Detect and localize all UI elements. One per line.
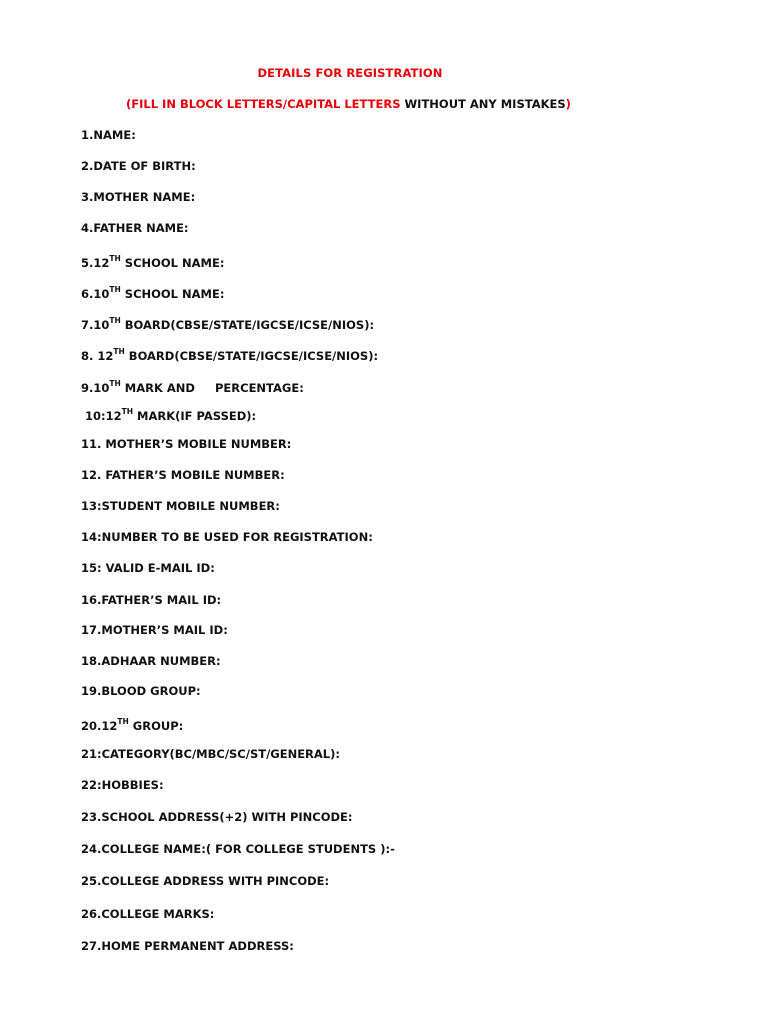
instructions-red-text: FILL IN BLOCK LETTERS/CAPITAL LETTERS [131, 97, 401, 111]
field-college-name-label: 24.COLLEGE NAME:( FOR COLLEGE STUDENTS ):- [81, 842, 395, 856]
field-10th-school-label: 6.10TH SCHOOL NAME: [81, 285, 225, 301]
field-mother-name-label: 3.MOTHER NAME: [81, 190, 196, 204]
field-registration-number-label: 14:NUMBER TO BE USED FOR REGISTRATION: [81, 530, 373, 544]
field-category-label: 21:CATEGORY(BC/MBC/SC/ST/GENERAL): [81, 747, 340, 761]
form-instructions [126, 97, 571, 111]
field-10th-board-label: 7.10TH BOARD(CBSE/STATE/IGCSE/ICSE/NIOS): [81, 316, 375, 332]
instructions-black-text: WITHOUT ANY MISTAKES [400, 97, 566, 111]
field-12th-mark-label: 10:12TH MARK(IF PASSED): [81, 407, 257, 423]
instructions-close-paren: ) [565, 97, 571, 111]
field-dob-label: 2.DATE OF BIRTH: [81, 159, 196, 173]
field-blood-group-label: 19.BLOOD GROUP: [81, 684, 201, 698]
field-email-label: 15: VALID E-MAIL ID: [81, 561, 215, 575]
field-hobbies-label: 22:HOBBIES: [81, 778, 164, 792]
form-title: DETAILS FOR REGISTRATION [257, 66, 443, 80]
field-father-mail-label: 16.FATHER’S MAIL ID: [81, 593, 222, 607]
field-10th-mark-label: 9.10TH MARK AND PERCENTAGE: [81, 379, 304, 395]
field-12th-group-label: 20.12TH GROUP: [81, 717, 184, 733]
field-adhaar-label: 18.ADHAAR NUMBER: [81, 654, 221, 668]
field-mother-mail-label: 17.MOTHER’S MAIL ID: [81, 623, 228, 637]
field-student-mobile-label: 13:STUDENT MOBILE NUMBER: [81, 499, 280, 513]
field-father-name-label: 4.FATHER NAME: [81, 221, 189, 235]
field-college-marks-label: 26.COLLEGE MARKS: [81, 907, 215, 921]
field-12th-school-label: 5.12TH SCHOOL NAME: [81, 254, 225, 270]
field-college-address-label: 25.COLLEGE ADDRESS WITH PINCODE: [81, 874, 330, 888]
field-name-label: 1.NAME: [81, 128, 136, 142]
field-home-address-label: 27.HOME PERMANENT ADDRESS: [81, 939, 294, 953]
instructions-open-paren: ( [126, 97, 132, 111]
field-mother-mobile-label: 11. MOTHER’S MOBILE NUMBER: [81, 437, 292, 451]
field-father-mobile-label: 12. FATHER’S MOBILE NUMBER: [81, 468, 285, 482]
field-school-address-label: 23.SCHOOL ADDRESS(+2) WITH PINCODE: [81, 810, 353, 824]
field-12th-board-label: 8. 12TH BOARD(CBSE/STATE/IGCSE/ICSE/NIOS): [81, 347, 379, 363]
